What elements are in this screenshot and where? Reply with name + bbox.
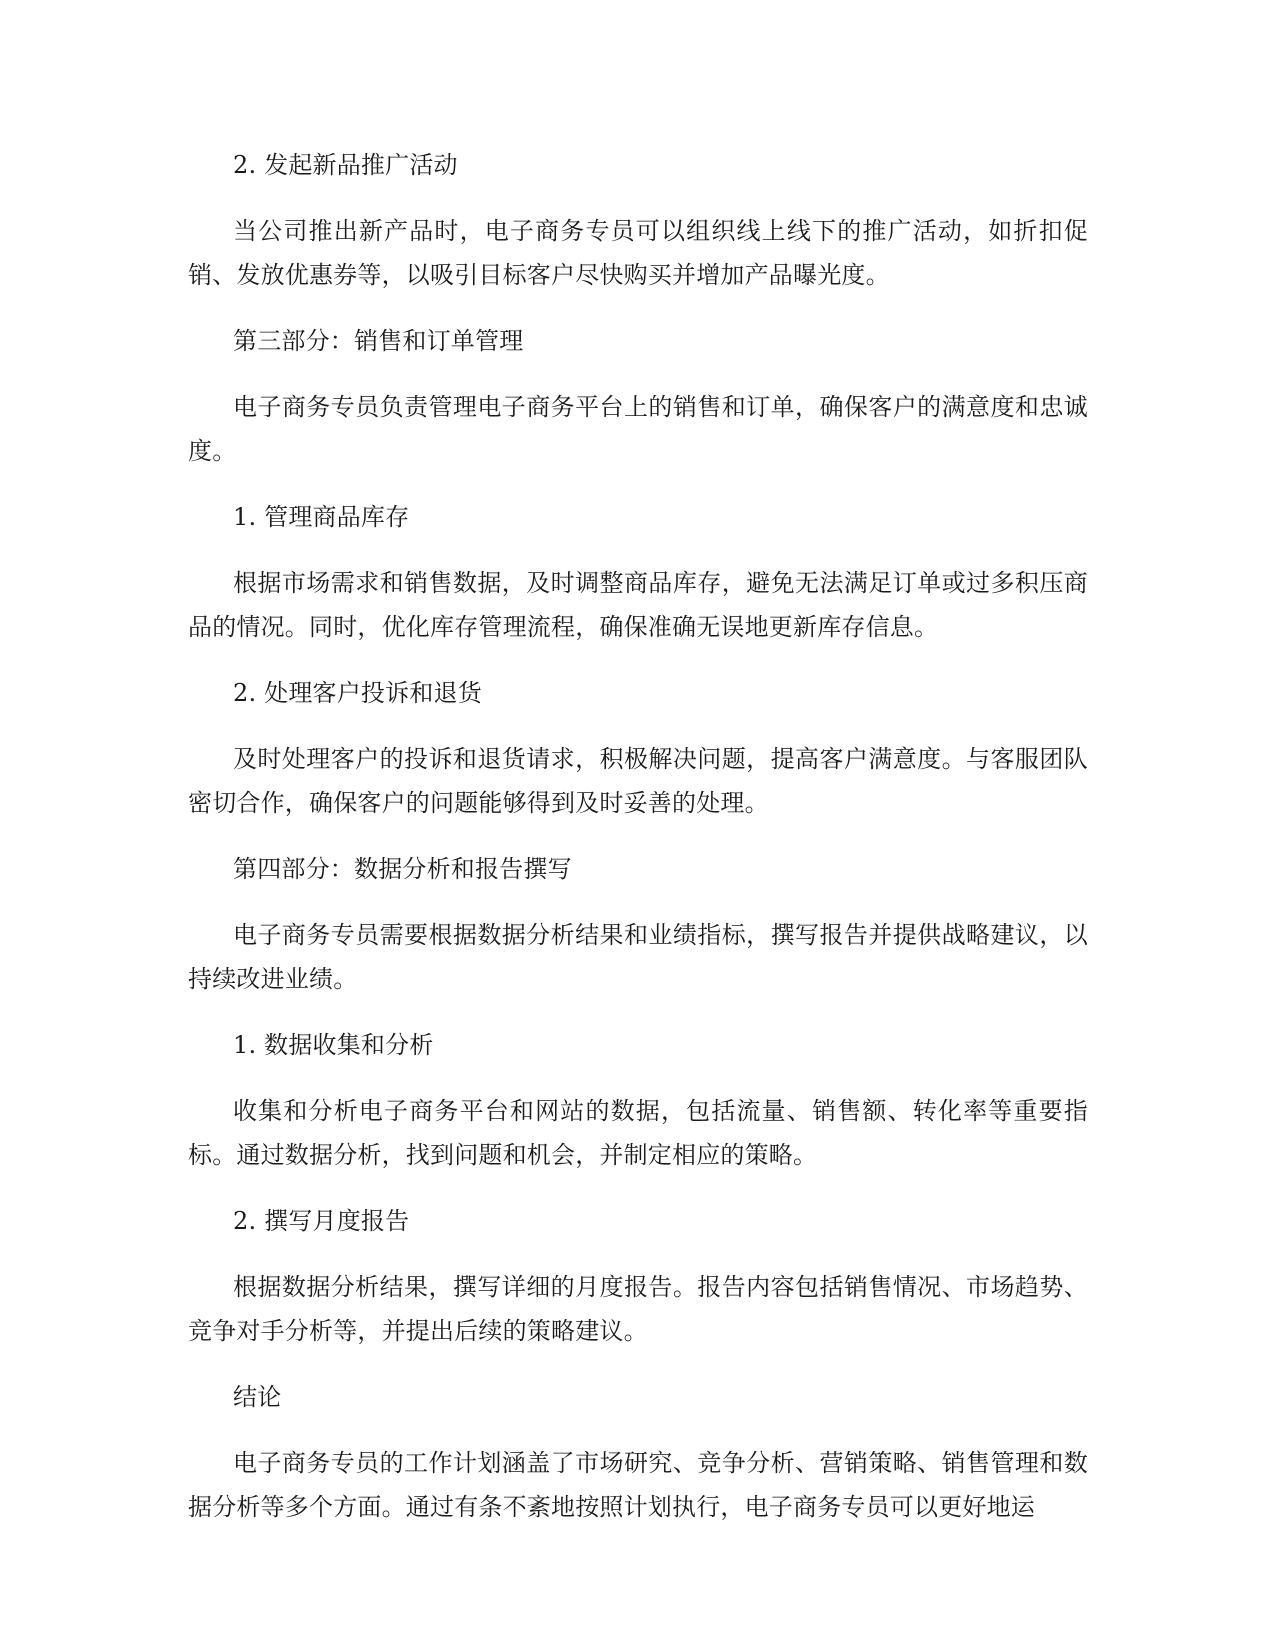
paragraph-monthly-report: 根据数据分析结果，撰写详细的月度报告。报告内容包括销售情况、市场趋势、竞争对手分析等，并提出后续的策略建议。 [188,1273,1088,1345]
section-heading-monthly-report: 2. 撰写月度报告 [233,1207,410,1235]
section-heading-inventory: 1. 管理商品库存 [233,503,410,531]
paragraph-conclusion: 电子商务专员的工作计划涵盖了市场研究、竞争分析、营销策略、销售管理和数据分析等多个方面。通过有条不紊地按照计划执行，电子商务专员可以更好地运 [188,1449,1088,1521]
document-body [188,143,1088,1551]
section-heading-data-collection: 1. 数据收集和分析 [233,1031,434,1059]
section-heading-part-three: 第三部分：销售和订单管理 [233,327,524,355]
paragraph-data-collection: 收集和分析电子商务平台和网站的数据，包括流量、销售额、转化率等重要指标。通过数据分析，找到问题和机会，并制定相应的策略。 [188,1097,1088,1169]
paragraph-part-four-intro: 电子商务专员需要根据数据分析结果和业绩指标，撰写报告并提供战略建议，以持续改进业绩。 [188,921,1088,993]
paragraph-complaints-returns: 及时处理客户的投诉和退货请求，积极解决问题，提高客户满意度。与客服团队密切合作，确保客户的问题能够得到及时妥善的处理。 [188,745,1088,817]
section-heading-conclusion: 结论 [233,1383,282,1411]
paragraph-inventory: 根据市场需求和销售数据，及时调整商品库存，避免无法满足订单或过多积压商品的情况。同时，优化库存管理流程，确保准确无误地更新库存信息。 [188,569,1088,641]
paragraph-new-product-promotion: 当公司推出新产品时，电子商务专员可以组织线上线下的推广活动，如折扣促销、发放优惠券等，以吸引目标客户尽快购买并增加产品曝光度。 [188,217,1088,289]
section-heading-part-four: 第四部分：数据分析和报告撰写 [233,855,572,883]
paragraph-part-three-intro: 电子商务专员负责管理电子商务平台上的销售和订单，确保客户的满意度和忠诚度。 [188,393,1088,465]
section-heading-complaints-returns: 2. 处理客户投诉和退货 [233,679,482,707]
section-heading-new-product-promotion: 2. 发起新品推广活动 [233,151,458,179]
